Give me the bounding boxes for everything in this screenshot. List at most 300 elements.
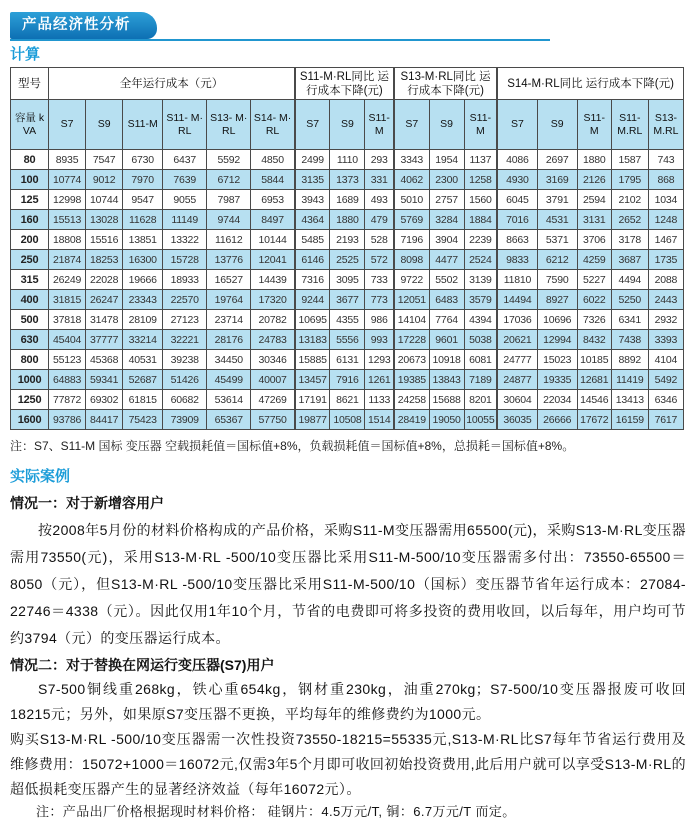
value-cell: 15023 [537, 350, 577, 370]
value-cell: 45499 [207, 370, 251, 390]
value-cell: 24783 [251, 330, 295, 350]
value-cell: 10918 [429, 350, 464, 370]
value-cell: 3687 [611, 250, 648, 270]
value-cell: 20782 [251, 310, 295, 330]
case1-heading: 情况一：对于新增容用户 [10, 495, 164, 511]
value-cell: 37818 [49, 310, 86, 330]
value-cell: 19385 [394, 370, 429, 390]
value-cell: 27123 [163, 310, 207, 330]
value-cell: 9833 [497, 250, 537, 270]
value-cell: 9547 [123, 190, 163, 210]
value-cell: 5502 [429, 270, 464, 290]
value-cell: 20621 [497, 330, 537, 350]
value-cell: 7547 [86, 150, 123, 170]
value-cell: 14104 [394, 310, 429, 330]
value-cell: 18808 [49, 230, 86, 250]
value-cell: 3677 [330, 290, 365, 310]
value-cell: 6953 [251, 190, 295, 210]
value-cell: 2652 [611, 210, 648, 230]
value-cell: 12051 [394, 290, 429, 310]
value-cell: 73909 [163, 410, 207, 430]
subheader-cell: S7 [394, 100, 429, 150]
value-cell: 4364 [295, 210, 330, 230]
value-cell: 6045 [497, 190, 537, 210]
table-row [11, 410, 684, 430]
value-cell: 293 [365, 150, 394, 170]
table-note: 注：S7、S11-M 国标 变压器 空载损耗值＝国标值+8%，负载损耗值＝国标值+8%，总损耗＝国标值+8%。 [10, 439, 575, 453]
value-cell: 20673 [394, 350, 429, 370]
value-cell: 2757 [429, 190, 464, 210]
value-cell: 17228 [394, 330, 429, 350]
value-cell: 5250 [611, 290, 648, 310]
value-cell: 24258 [394, 390, 429, 410]
value-cell: 1735 [648, 250, 683, 270]
value-cell: 13457 [295, 370, 330, 390]
capacity-header-cell: 容量 kVA [11, 100, 49, 150]
value-cell: 986 [365, 310, 394, 330]
value-cell: 2499 [295, 150, 330, 170]
value-cell: 8663 [497, 230, 537, 250]
capacity-cell: 500 [11, 310, 49, 330]
value-cell: 6341 [611, 310, 648, 330]
value-cell: 12681 [577, 370, 611, 390]
value-cell: 9244 [295, 290, 330, 310]
value-cell: 5485 [295, 230, 330, 250]
section-cases-title: 实际案例 [10, 468, 71, 485]
value-cell: 2193 [330, 230, 365, 250]
value-cell: 31815 [49, 290, 86, 310]
subheader-cell: S9 [537, 100, 577, 150]
value-cell: 4104 [648, 350, 683, 370]
table-row [11, 170, 684, 190]
value-cell: 4394 [464, 310, 497, 330]
value-cell: 30604 [497, 390, 537, 410]
value-cell: 7189 [464, 370, 497, 390]
value-cell: 53614 [207, 390, 251, 410]
value-cell: 47269 [251, 390, 295, 410]
value-cell: 93786 [49, 410, 86, 430]
value-cell: 1293 [365, 350, 394, 370]
value-cell: 1689 [330, 190, 365, 210]
value-cell: 19877 [295, 410, 330, 430]
value-cell: 18933 [163, 270, 207, 290]
value-cell: 2443 [648, 290, 683, 310]
value-cell: 6081 [464, 350, 497, 370]
value-cell: 7970 [123, 170, 163, 190]
value-cell: 5038 [464, 330, 497, 350]
value-cell: 4930 [497, 170, 537, 190]
page-title: 产品经济性分析 [10, 12, 157, 39]
value-cell: 23343 [123, 290, 163, 310]
value-cell: 1261 [365, 370, 394, 390]
subheader-cell: S7 [295, 100, 330, 150]
value-cell: 5556 [330, 330, 365, 350]
section-calculation-title: 计算 [10, 46, 41, 63]
value-cell: 743 [648, 150, 683, 170]
value-cell: 77872 [49, 390, 86, 410]
value-cell: 7987 [207, 190, 251, 210]
value-cell: 8201 [464, 390, 497, 410]
value-cell: 14439 [251, 270, 295, 290]
capacity-cell: 160 [11, 210, 49, 230]
capacity-cell: 630 [11, 330, 49, 350]
value-cell: 773 [365, 290, 394, 310]
value-cell: 40007 [251, 370, 295, 390]
table-row [11, 250, 684, 270]
value-cell: 7916 [330, 370, 365, 390]
value-cell: 7316 [295, 270, 330, 290]
subheader-cell: S11- M.RL [611, 100, 648, 150]
value-cell: 1110 [330, 150, 365, 170]
value-cell: 2300 [429, 170, 464, 190]
value-cell: 4494 [611, 270, 648, 290]
capacity-cell: 400 [11, 290, 49, 310]
value-cell: 3139 [464, 270, 497, 290]
value-cell: 8927 [537, 290, 577, 310]
group-header-cell: S14-M·RL同比 运行成本下降(元) [497, 68, 683, 100]
subheader-cell: S13- M.RL [648, 100, 683, 150]
value-cell: 4062 [394, 170, 429, 190]
value-cell: 6483 [429, 290, 464, 310]
value-cell: 3131 [577, 210, 611, 230]
value-cell: 15728 [163, 250, 207, 270]
value-cell: 15513 [49, 210, 86, 230]
value-cell: 6022 [577, 290, 611, 310]
value-cell: 1884 [464, 210, 497, 230]
value-cell: 6730 [123, 150, 163, 170]
value-cell: 5371 [537, 230, 577, 250]
value-cell: 75423 [123, 410, 163, 430]
value-cell: 7196 [394, 230, 429, 250]
value-cell: 24777 [497, 350, 537, 370]
value-cell: 9012 [86, 170, 123, 190]
value-cell: 34450 [207, 350, 251, 370]
value-cell: 1514 [365, 410, 394, 430]
value-cell: 8935 [49, 150, 86, 170]
case2-body-1: S7-500铜线重268kg，铁心重654kg，钢材重230kg，油重270kg；S7-500/10变压器报废可收回18215元；另外，如果原S7变压器不更换，平均每年的维修费约为1000元。 [10, 681, 686, 722]
value-cell: 3135 [295, 170, 330, 190]
value-cell: 1248 [648, 210, 683, 230]
value-cell: 19764 [207, 290, 251, 310]
value-cell: 8432 [577, 330, 611, 350]
value-cell: 2932 [648, 310, 683, 330]
capacity-cell: 250 [11, 250, 49, 270]
value-cell: 4259 [577, 250, 611, 270]
value-cell: 17320 [251, 290, 295, 310]
value-cell: 17036 [497, 310, 537, 330]
value-cell: 84417 [86, 410, 123, 430]
value-cell: 33214 [123, 330, 163, 350]
value-cell: 13028 [86, 210, 123, 230]
value-cell: 13851 [123, 230, 163, 250]
capacity-cell: 1600 [11, 410, 49, 430]
value-cell: 26666 [537, 410, 577, 430]
value-cell: 32221 [163, 330, 207, 350]
value-cell: 6346 [648, 390, 683, 410]
value-cell: 59341 [86, 370, 123, 390]
value-cell: 10695 [295, 310, 330, 330]
value-cell: 1133 [365, 390, 394, 410]
value-cell: 1795 [611, 170, 648, 190]
subheader-cell: S11-M [464, 100, 497, 150]
value-cell: 28176 [207, 330, 251, 350]
value-cell: 7639 [163, 170, 207, 190]
table-row [11, 210, 684, 230]
value-cell: 13322 [163, 230, 207, 250]
value-cell: 37777 [86, 330, 123, 350]
value-cell: 28419 [394, 410, 429, 430]
value-cell: 12994 [537, 330, 577, 350]
value-cell: 26249 [49, 270, 86, 290]
value-cell: 39238 [163, 350, 207, 370]
subheader-cell: S7 [497, 100, 537, 150]
value-cell: 6212 [537, 250, 577, 270]
value-cell: 11810 [497, 270, 537, 290]
value-cell: 3706 [577, 230, 611, 250]
value-cell: 2697 [537, 150, 577, 170]
value-cell: 23714 [207, 310, 251, 330]
value-cell: 21874 [49, 250, 86, 270]
value-cell: 2239 [464, 230, 497, 250]
value-cell: 65367 [207, 410, 251, 430]
value-cell: 9722 [394, 270, 429, 290]
model-header-cell: 型号 [11, 68, 49, 100]
value-cell: 16159 [611, 410, 648, 430]
table-row [11, 330, 684, 350]
value-cell: 15885 [295, 350, 330, 370]
footer-note: 注：产品出厂价格根据现时材料价格： 硅钢片：4.5万元/T, 铜：6.7万元/T 而定。 [36, 804, 516, 819]
value-cell: 3095 [330, 270, 365, 290]
value-cell: 9601 [429, 330, 464, 350]
value-cell: 9744 [207, 210, 251, 230]
value-cell: 479 [365, 210, 394, 230]
value-cell: 31478 [86, 310, 123, 330]
value-cell: 4477 [429, 250, 464, 270]
value-cell: 61815 [123, 390, 163, 410]
case2-body-2: 购买S13-M·RL -500/10变压器需一次性投资73550-18215=55335元,S13-M·RL比S7每年节省运行费用及维修费用：15072+1000＝16072元,仅需3年5个月即可收回初始投资费用,此后用户就可以享受S13-M·RL的超低损耗变压器产生的显著经济效益（每年16072元）。 [10, 731, 686, 797]
value-cell: 4086 [497, 150, 537, 170]
value-cell: 64883 [49, 370, 86, 390]
value-cell: 7326 [577, 310, 611, 330]
cost-comparison-table [10, 67, 684, 430]
value-cell: 2525 [330, 250, 365, 270]
table-row [11, 190, 684, 210]
value-cell: 1373 [330, 170, 365, 190]
value-cell: 10744 [86, 190, 123, 210]
value-cell: 7438 [611, 330, 648, 350]
value-cell: 2594 [577, 190, 611, 210]
value-cell: 51426 [163, 370, 207, 390]
value-cell: 55123 [49, 350, 86, 370]
value-cell: 11149 [163, 210, 207, 230]
value-cell: 3791 [537, 190, 577, 210]
value-cell: 3393 [648, 330, 683, 350]
value-cell: 5592 [207, 150, 251, 170]
value-cell: 6146 [295, 250, 330, 270]
value-cell: 5227 [577, 270, 611, 290]
value-cell: 17191 [295, 390, 330, 410]
subheader-cell: S14- M·RL [251, 100, 295, 150]
value-cell: 36035 [497, 410, 537, 430]
value-cell: 14494 [497, 290, 537, 310]
subheader-cell: S9 [86, 100, 123, 150]
value-cell: 45368 [86, 350, 123, 370]
value-cell: 3284 [429, 210, 464, 230]
value-cell: 15688 [429, 390, 464, 410]
table-row [11, 350, 684, 370]
value-cell: 45404 [49, 330, 86, 350]
value-cell: 4850 [251, 150, 295, 170]
value-cell: 13843 [429, 370, 464, 390]
value-cell: 40531 [123, 350, 163, 370]
value-cell: 1467 [648, 230, 683, 250]
value-cell: 528 [365, 230, 394, 250]
group-header-cell: S11-M·RL同比 运行成本下降(元) [295, 68, 394, 100]
value-cell: 993 [365, 330, 394, 350]
subheader-cell: S11- M [365, 100, 394, 150]
subheader-cell: S9 [429, 100, 464, 150]
value-cell: 4355 [330, 310, 365, 330]
value-cell: 26247 [86, 290, 123, 310]
subheader-cell: S11-M [123, 100, 163, 150]
value-cell: 5769 [394, 210, 429, 230]
value-cell: 1954 [429, 150, 464, 170]
subheader-cell: S11- M [577, 100, 611, 150]
value-cell: 3904 [429, 230, 464, 250]
value-cell: 52687 [123, 370, 163, 390]
value-cell: 5844 [251, 170, 295, 190]
value-cell: 3943 [295, 190, 330, 210]
value-cell: 16300 [123, 250, 163, 270]
value-cell: 10144 [251, 230, 295, 250]
value-cell: 60682 [163, 390, 207, 410]
value-cell: 11612 [207, 230, 251, 250]
value-cell: 3579 [464, 290, 497, 310]
value-cell: 1880 [330, 210, 365, 230]
capacity-cell: 800 [11, 350, 49, 370]
value-cell: 2088 [648, 270, 683, 290]
value-cell: 19335 [537, 370, 577, 390]
value-cell: 7590 [537, 270, 577, 290]
table-row [11, 290, 684, 310]
table-row [11, 370, 684, 390]
cost-table-head [11, 68, 684, 150]
value-cell: 3343 [394, 150, 429, 170]
value-cell: 19050 [429, 410, 464, 430]
table-row [11, 230, 684, 250]
value-cell: 9055 [163, 190, 207, 210]
value-cell: 13183 [295, 330, 330, 350]
value-cell: 13413 [611, 390, 648, 410]
value-cell: 4531 [537, 210, 577, 230]
value-cell: 3178 [611, 230, 648, 250]
value-cell: 12041 [251, 250, 295, 270]
value-cell: 572 [365, 250, 394, 270]
value-cell: 1258 [464, 170, 497, 190]
case1-body: 按2008年5月份的材料价格构成的产品价格，采购S11-M变压器需用65500(元)，采购S13-M·RL变压器需用73550(元)，采用S13-M·RL -500/10变压器比采用S11-M-500/10变压器需多付出：73550-65500＝8050（元），但S13-M·RL -500/10变压器比采用S11-M-500/10（国标）变压器节省年运行成本：27084-22746＝4338（元）。因此仅用1年10个月，节省的电费即可将多投资的费用收回，以后每年，用户均可节约3794（元）的变压器运行成本。 [10, 522, 686, 646]
value-cell: 13776 [207, 250, 251, 270]
cost-table-body [11, 150, 684, 430]
value-cell: 7016 [497, 210, 537, 230]
value-cell: 15516 [86, 230, 123, 250]
value-cell: 493 [365, 190, 394, 210]
value-cell: 10508 [330, 410, 365, 430]
value-cell: 10185 [577, 350, 611, 370]
group-header-cell: S13-M·RL同比 运行成本下降(元) [394, 68, 497, 100]
value-cell: 5010 [394, 190, 429, 210]
capacity-cell: 80 [11, 150, 49, 170]
value-cell: 8621 [330, 390, 365, 410]
table-row [11, 310, 684, 330]
page-banner [10, 12, 550, 41]
capacity-cell: 200 [11, 230, 49, 250]
value-cell: 868 [648, 170, 683, 190]
value-cell: 331 [365, 170, 394, 190]
value-cell: 8497 [251, 210, 295, 230]
value-cell: 10055 [464, 410, 497, 430]
value-cell: 2126 [577, 170, 611, 190]
subheader-cell: S11- M·RL [163, 100, 207, 150]
value-cell: 2102 [611, 190, 648, 210]
table-row [11, 390, 684, 410]
value-cell: 7617 [648, 410, 683, 430]
value-cell: 57750 [251, 410, 295, 430]
value-cell: 17672 [577, 410, 611, 430]
value-cell: 30346 [251, 350, 295, 370]
value-cell: 28109 [123, 310, 163, 330]
value-cell: 22028 [86, 270, 123, 290]
value-cell: 14546 [577, 390, 611, 410]
subheader-cell: S7 [49, 100, 86, 150]
value-cell: 10774 [49, 170, 86, 190]
value-cell: 12998 [49, 190, 86, 210]
value-cell: 1034 [648, 190, 683, 210]
capacity-cell: 315 [11, 270, 49, 290]
value-cell: 3169 [537, 170, 577, 190]
value-cell: 10696 [537, 310, 577, 330]
value-cell: 11419 [611, 370, 648, 390]
value-cell: 69302 [86, 390, 123, 410]
value-cell: 6712 [207, 170, 251, 190]
value-cell: 8892 [611, 350, 648, 370]
capacity-cell: 100 [11, 170, 49, 190]
value-cell: 1137 [464, 150, 497, 170]
subheader-cell: S13- M·RL [207, 100, 251, 150]
value-cell: 22034 [537, 390, 577, 410]
value-cell: 2524 [464, 250, 497, 270]
value-cell: 6131 [330, 350, 365, 370]
table-row [11, 270, 684, 290]
value-cell: 1880 [577, 150, 611, 170]
value-cell: 22570 [163, 290, 207, 310]
value-cell: 18253 [86, 250, 123, 270]
value-cell: 8098 [394, 250, 429, 270]
capacity-cell: 1000 [11, 370, 49, 390]
value-cell: 5492 [648, 370, 683, 390]
value-cell: 733 [365, 270, 394, 290]
capacity-cell: 125 [11, 190, 49, 210]
group-header-cell: 全年运行成本（元） [49, 68, 295, 100]
value-cell: 19666 [123, 270, 163, 290]
value-cell: 7764 [429, 310, 464, 330]
subheader-cell: S9 [330, 100, 365, 150]
case2-heading: 情况二：对于替换在网运行变压器(S7)用户 [10, 657, 275, 673]
value-cell: 1560 [464, 190, 497, 210]
value-cell: 6437 [163, 150, 207, 170]
table-row [11, 150, 684, 170]
value-cell: 24877 [497, 370, 537, 390]
value-cell: 1587 [611, 150, 648, 170]
